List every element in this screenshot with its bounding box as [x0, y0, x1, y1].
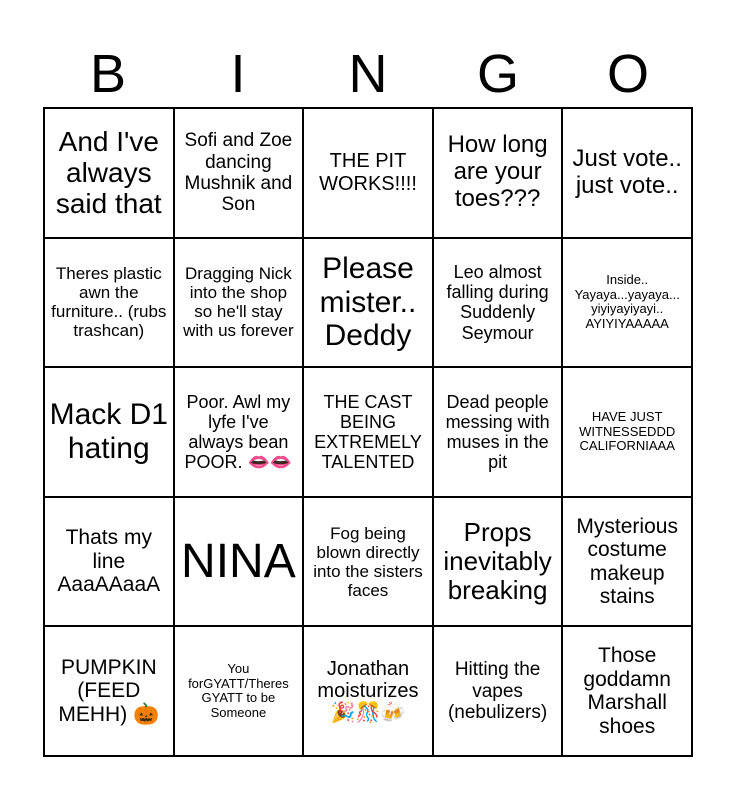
bingo-cell[interactable] [433, 367, 563, 497]
header-letter-i: I [230, 44, 246, 104]
cell-text: HAVE JUST WITNESSEDDD CALIFORNIAAA [579, 409, 676, 454]
cell-text: Poor. Awl my lyfe I've always bean POOR. 👄👄 [184, 391, 293, 473]
cell-text: How long are your toes??? [447, 131, 548, 213]
header-letter-o: O [606, 44, 649, 104]
cell-text: You forGYATT/Theres GYATT to be Someone [188, 661, 289, 720]
bingo-cell[interactable] [44, 367, 174, 497]
cell-text: Mysterious costume makeup stains [576, 514, 678, 609]
bingo-header [43, 40, 693, 108]
bingo-card [43, 107, 693, 757]
bingo-cell[interactable] [303, 626, 433, 756]
cell-text: Those goddamn Marshall shoes [583, 644, 671, 738]
bingo-cell[interactable] [562, 626, 692, 756]
cell-text: Mack D1 hating [49, 398, 168, 465]
header-letter-g: G [476, 44, 519, 104]
bingo-cell[interactable] [44, 108, 174, 238]
cell-text: PUMPKIN (FEED MEHH) 🎃 [58, 655, 160, 726]
bingo-cell[interactable] [562, 238, 692, 368]
bingo-cell[interactable] [44, 626, 174, 756]
cell-text: Jonathan moisturizes 🎉🎊🍻 [317, 657, 419, 725]
cell-text: Fog being blown directly into the sisters faces [313, 523, 423, 600]
cell-text: Inside.. Yayaya...yayaya... yiyiyayiyayi.. AYIYIYAAAAA [574, 272, 680, 331]
bingo-cell[interactable] [562, 497, 692, 627]
bingo-cell[interactable] [433, 108, 563, 238]
cell-text: NINA [181, 534, 296, 588]
bingo-cell[interactable] [562, 108, 692, 238]
header-letter-b: B [89, 44, 127, 104]
cell-text: Just vote.. just vote.. [572, 144, 682, 199]
cell-text: Props inevitably breaking [443, 516, 552, 606]
bingo-cell[interactable] [562, 367, 692, 497]
cell-text: THE PIT WORKS!!!! [319, 150, 417, 195]
cell-text: Theres plastic awn the furniture.. (rubs trashcan) [51, 264, 167, 341]
bingo-cell[interactable] [174, 497, 304, 627]
cell-text: Sofi and Zoe dancing Mushnik and Son [184, 130, 293, 216]
bingo-cell[interactable] [174, 108, 304, 238]
bingo-cell[interactable] [174, 626, 304, 756]
bingo-cell[interactable] [303, 238, 433, 368]
bingo-cell[interactable] [303, 108, 433, 238]
cell-text: THE CAST BEING EXTREMELY TALENTED [314, 391, 422, 473]
bingo-cell[interactable] [44, 238, 174, 368]
bingo-cell[interactable] [303, 367, 433, 497]
bingo-cell[interactable] [174, 367, 304, 497]
bingo-cell[interactable] [433, 238, 563, 368]
cell-text: Leo almost falling during Suddenly Seymour [446, 262, 549, 343]
cell-text: Dead people messing with muses in the pit [445, 391, 550, 473]
bingo-cell[interactable] [433, 626, 563, 756]
bingo-cell[interactable] [174, 238, 304, 368]
bingo-cell[interactable] [433, 497, 563, 627]
bingo-cell[interactable] [44, 497, 174, 627]
cell-text: Dragging Nick into the shop so he'll stay with us forever [183, 264, 294, 341]
header-letter-n: N [348, 44, 388, 104]
cell-text: Thats my line AaaAAaaA [57, 526, 161, 597]
cell-text: Hitting the vapes (nebulizers) [447, 659, 548, 723]
bingo-cell[interactable] [303, 497, 433, 627]
cell-text: Please mister.. Deddy [319, 252, 417, 353]
cell-text: And I've always said that [55, 125, 162, 220]
